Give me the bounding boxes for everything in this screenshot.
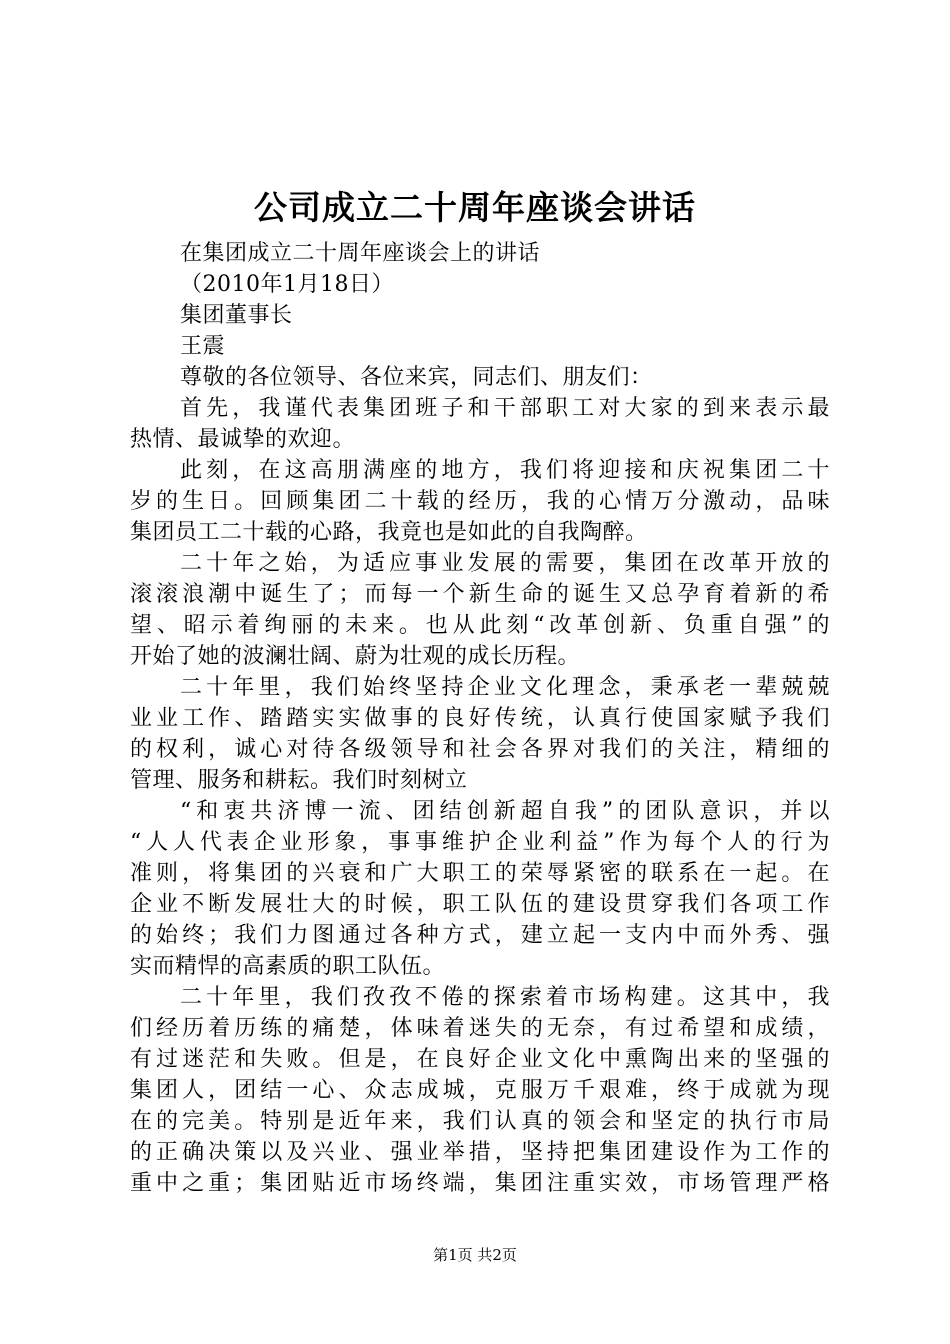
text-line: 的始终；我们力图通过各种方式，建立起一支内中而外秀、强 — [130, 923, 830, 948]
text-line: 王震 — [180, 334, 226, 359]
text-line: 准则，将集团的兴衰和广大职工的荣辱紧密的联系在一起。在 — [130, 861, 830, 886]
text-line: 们经历着历练的痛楚，体味着迷失的无奈，有过希望和成绩， — [130, 1016, 830, 1041]
text-line: 管理、服务和耕耘。我们时刻树立 — [130, 768, 468, 793]
document-title: 公司成立二十周年座谈会讲话 — [254, 188, 696, 227]
text-line: 在的完美。特别是近年来，我们认真的领会和坚定的执行市局 — [130, 1109, 830, 1134]
text-line: 集团董事长 — [180, 303, 293, 328]
text-line: 二十年里，我们孜孜不倦的探索着市场构建。这其中，我 — [180, 985, 830, 1010]
text-line: 集团员工二十载的心路，我竟也是如此的自我陶醉。 — [130, 520, 648, 545]
text-line: 的正确决策以及兴业、强业举措，坚持把集团建设作为工作的 — [130, 1140, 830, 1165]
text-line: 在集团成立二十周年座谈会上的讲话 — [180, 241, 541, 266]
document-body — [130, 238, 830, 1199]
text-line: 望、昭示着绚丽的未来。也从此刻“改革创新、负重自强”的 — [130, 613, 830, 638]
text-line: 业业工作、踏踏实实做事的良好传统，认真行使国家赋予我们 — [130, 706, 830, 731]
text-line: 热情、最诚挚的欢迎。 — [130, 427, 356, 452]
text-line: 岁的生日。回顾集团二十载的经历，我的心情万分激动，品味 — [130, 489, 830, 514]
text-line: 首先，我谨代表集团班子和干部职工对大家的到来表示最 — [180, 396, 830, 421]
text-line: 开始了她的波澜壮阔、蔚为壮观的成长历程。 — [130, 644, 581, 669]
text-line: “和衷共济博一流、团结创新超自我”的团队意识，并以 — [180, 799, 830, 824]
text-line: 滚滚浪潮中诞生了；而每一个新生命的诞生又总孕育着新的希 — [130, 582, 830, 607]
text-line: 有过迷茫和失败。但是，在良好企业文化中熏陶出来的坚强的 — [130, 1047, 830, 1072]
text-line: 此刻，在这高朋满座的地方，我们将迎接和庆祝集团二十 — [180, 458, 830, 483]
text-line: 的权利，诚心对待各级领导和社会各界对我们的关注，精细的 — [130, 737, 830, 762]
text-line: 企业不断发展壮大的时候，职工队伍的建设贯穿我们各项工作 — [130, 892, 830, 917]
text-line: （2010年1月18日） — [180, 272, 394, 297]
page-footer: 第1页 共2页 — [433, 1246, 517, 1264]
text-line: 二十年之始，为适应事业发展的需要，集团在改革开放的 — [180, 551, 830, 576]
text-line: 集团人，团结一心、众志成城，克服万千艰难，终于成就为现 — [130, 1078, 830, 1103]
text-line: “人人代表企业形象，事事维护企业利益”作为每个人的行为 — [130, 830, 830, 855]
text-line: 实而精悍的高素质的职工队伍。 — [130, 954, 446, 979]
text-line: 重中之重；集团贴近市场终端，集团注重实效，市场管理严格 — [130, 1171, 830, 1196]
text-line: 二十年里，我们始终坚持企业文化理念，秉承老一辈兢兢 — [180, 675, 830, 700]
text-line: 尊敬的各位领导、各位来宾，同志们、朋友们： — [180, 365, 653, 390]
